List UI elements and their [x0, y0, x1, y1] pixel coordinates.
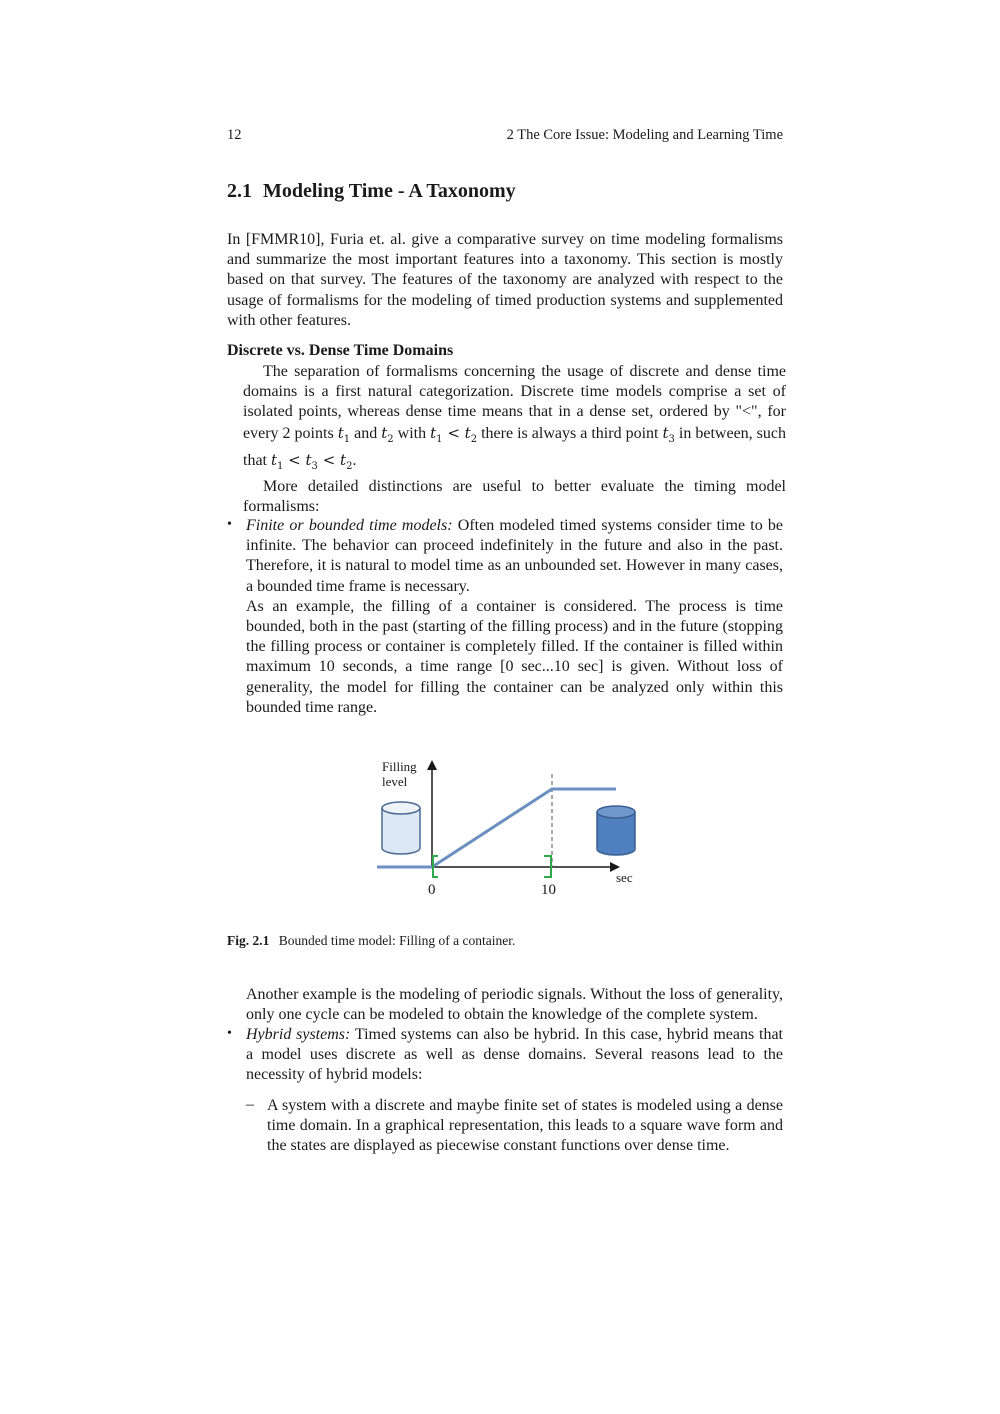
y-axis-arrow: [427, 760, 437, 770]
discrete-dense-paragraph-2: More detailed distinctions are useful to better evaluate the timing model formalisms:: [243, 478, 786, 516]
container-example: As an example, the filling of a container is considered. The process is time bounded, both in the past (starting of the filling process) and in the future (stopping the filling process or container is completely filled. If the container is filled within maximum 10 seconds, a time range [0 sec...10 sec] is given. Without loss of generality, the model for filling the container can be analyzed only within this bounded time range.: [246, 597, 783, 716]
figure-caption: [227, 933, 515, 949]
discrete-dense-heading: Discrete vs. Dense Time Domains: [227, 342, 454, 359]
figure-caption-label: Fig. 2.1: [227, 933, 270, 948]
figure-caption-text: Bounded time model: Filling of a container.: [278, 933, 516, 948]
tick-label-10: 10: [541, 882, 556, 898]
page-number: 12: [227, 127, 242, 143]
bullet-marker-2: •: [227, 1026, 232, 1041]
y-axis-label-line2: level: [382, 774, 408, 789]
discrete-dense-paragraph-1: The separation of formalisms concerning the usage of discrete and dense time domains is a first natural categorization. Discrete time models comprise a set of isolated points, whereas dense time means that in a dense set, ordered by "<", for every 2 points $t_1$ and $t_2$ with $t_1 < t_2$ there is always a third point $t_3$ in between, such that $t_1 < t_3 < t_2$.: [243, 363, 787, 472]
section-title-text: Modeling Time - A Taxonomy: [263, 180, 516, 202]
periodic-signals-paragraph: Another example is the modeling of periodic signals. Without the loss of generality, only one cycle can be modeled to obtain the knowledge of the complete system.: [246, 986, 783, 1024]
sub-bullet-discrete-states: A system with a discrete and maybe finite set of states is modeled using a dense time domain. In a graphical representation, this leads to a square wave form and the states are displayed as piecewise constant functions over dense time.: [267, 1097, 783, 1155]
filling-level-figure: [370, 752, 650, 902]
running-title: 2 The Core Issue: Modeling and Learning Time: [506, 127, 783, 143]
x-axis-unit: sec: [616, 870, 633, 885]
empty-container-icon: [382, 802, 420, 854]
section-title: [227, 180, 516, 203]
tick-label-0: 0: [428, 882, 436, 898]
discrete-dense-body: [243, 362, 786, 517]
section-number: 2.1: [227, 180, 252, 202]
bullet-label-2: Hybrid systems:: [246, 1026, 351, 1043]
bullet-label: Finite or bounded time models:: [246, 517, 453, 534]
y-axis-label-line1: Filling: [382, 759, 417, 774]
bullet-marker: •: [227, 517, 232, 532]
intro-paragraph: In [FMMR10], Furia et. al. give a comparative survey on time modeling formalisms and summarize the most important features into a taxonomy. This section is mostly based on that survey. The features of the taxonomy are analyzed with respect to the usage of formalisms for the modeling of timed production systems and supplemented with other features.: [227, 231, 783, 329]
bullet-finite-bounded: Finite or bounded time models: Often modeled timed systems consider time to be infinite. The behavior can proceed indefinitely in the future and also in the past. Therefore, it is natural to model time as an unbounded set. However in many cases, a bounded time frame is necessary. As an example, the filling of a container is considered. The process is time bounded, both in the past (starting of the filling process) and in the future (stopping the filling process or container is completely filled. If the container is filled within maximum 10 seconds, a time range [0 sec...10 sec] is given. Without loss of generality, the model for filling the container can be analyzed only within this bounded time range.: [246, 516, 783, 718]
sub-bullet-marker: –: [246, 1096, 254, 1113]
bullet-hybrid-systems: Hybrid systems: Timed systems can also be hybrid. In this case, hybrid means that a model uses discrete as well as dense domains. Several reasons lead to the necessity of hybrid models:: [246, 1026, 783, 1084]
full-container-icon: [597, 806, 635, 855]
